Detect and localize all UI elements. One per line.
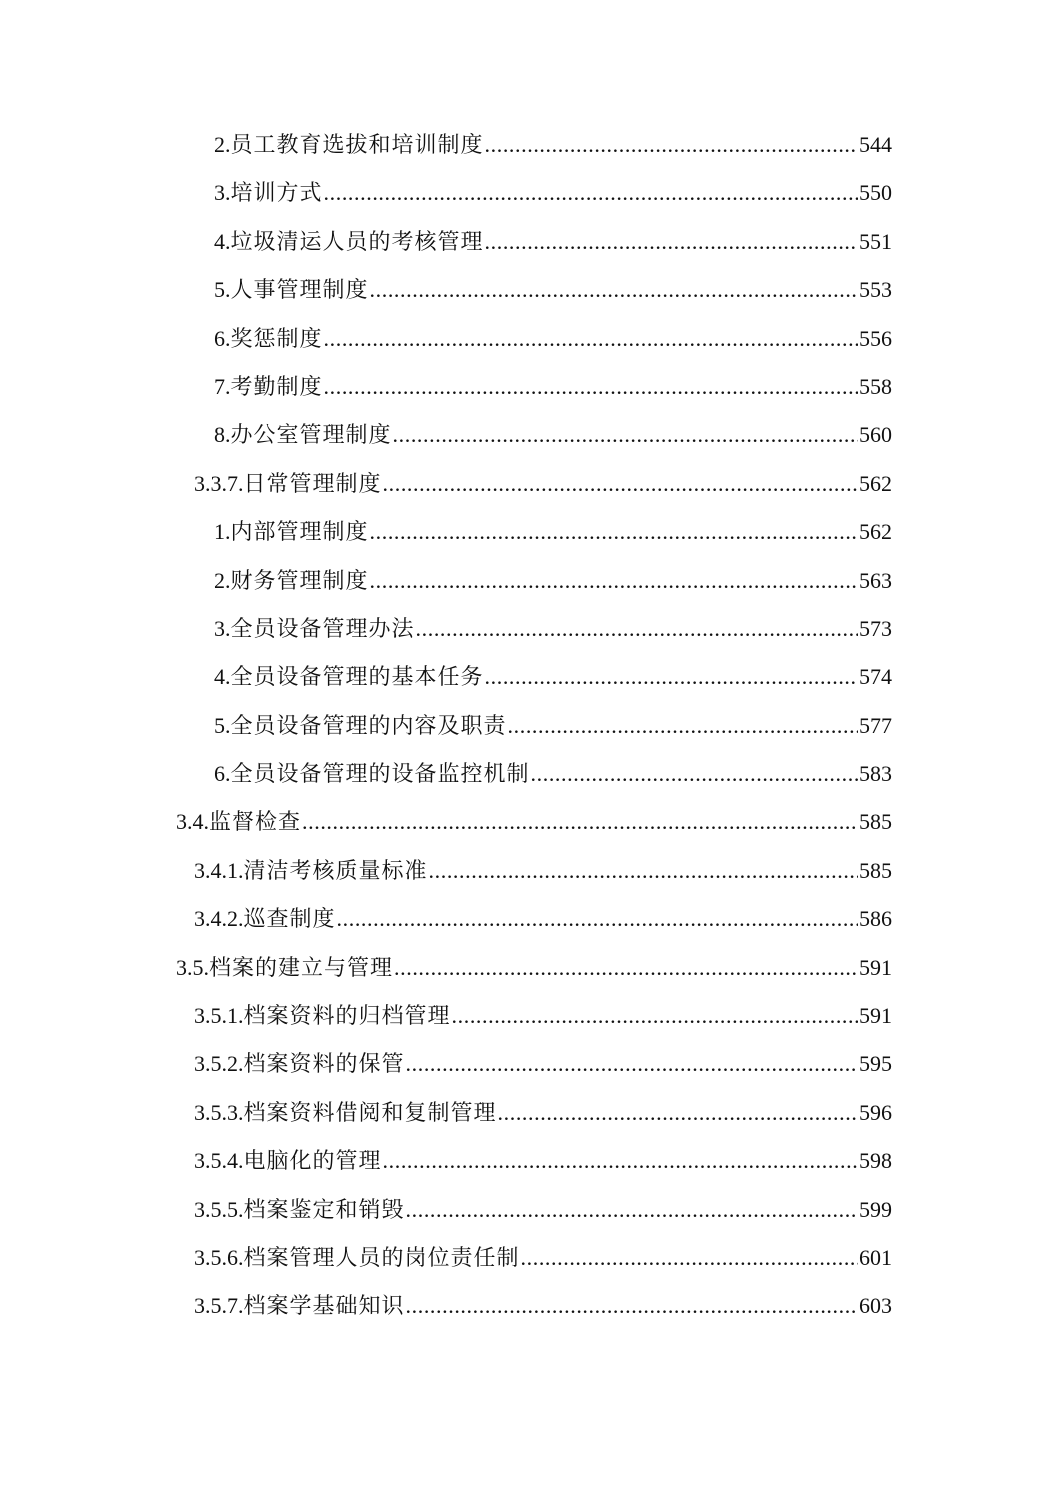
toc-entry-title: 考勤制度 — [230, 373, 323, 399]
toc-entry[interactable] — [0, 411, 1057, 459]
toc-entry-number: 8. — [214, 422, 231, 448]
toc-entry-page: 598 — [859, 1148, 892, 1174]
toc-entry-page: 577 — [859, 712, 892, 738]
dot-leader — [485, 653, 858, 701]
dot-leader — [406, 1282, 858, 1330]
toc-entry-page: 558 — [859, 373, 892, 399]
dot-leader — [429, 847, 858, 895]
toc-entry-title: 电脑化的管理 — [243, 1148, 382, 1174]
toc-entry-number: 3.5.1. — [194, 1003, 244, 1029]
toc-entry-page: 544 — [859, 132, 892, 157]
toc-entry-number: 1. — [214, 519, 231, 545]
toc-entry[interactable] — [0, 847, 1057, 895]
toc-entry[interactable] — [0, 944, 1057, 992]
toc-entry-title: 清洁考核质量标准 — [243, 857, 428, 883]
dot-leader — [383, 460, 858, 508]
toc-entry-number: 2. — [214, 567, 231, 593]
toc-entry[interactable] — [0, 218, 1057, 266]
toc-entry-page: 596 — [859, 1099, 892, 1125]
dot-leader — [498, 1089, 858, 1137]
toc-entry-title: 档案学基础知识 — [243, 1293, 405, 1319]
dot-leader — [416, 605, 858, 653]
toc-entry[interactable] — [0, 557, 1057, 605]
toc-entry-page: 603 — [859, 1293, 892, 1319]
table-of-contents — [0, 121, 1057, 1331]
toc-entry[interactable] — [0, 460, 1057, 508]
toc-entry[interactable] — [0, 1089, 1057, 1137]
toc-entry-title: 档案的建立与管理 — [209, 954, 394, 980]
dot-leader — [394, 944, 858, 992]
dot-leader — [302, 798, 858, 846]
toc-entry-number: 5. — [214, 277, 231, 303]
toc-entry-number: 2. — [214, 132, 231, 157]
dot-leader — [370, 508, 858, 556]
toc-entry-number: 3.5.2. — [194, 1051, 244, 1077]
dot-leader — [452, 992, 858, 1040]
toc-entry-title: 全员设备管理的设备监控机制 — [230, 761, 530, 787]
toc-entry-page: 585 — [859, 857, 892, 883]
toc-entry-number: 3. — [214, 180, 231, 206]
toc-entry-title: 办公室管理制度 — [230, 422, 392, 448]
toc-entry-number: 4. — [214, 664, 231, 690]
toc-entry[interactable] — [0, 1040, 1057, 1088]
toc-entry-title: 垃圾清运人员的考核管理 — [230, 228, 484, 254]
toc-entry-number: 3.5.4. — [194, 1148, 244, 1174]
toc-entry-number: 3.5.6. — [194, 1244, 244, 1270]
toc-entry-number: 3.5.5. — [194, 1196, 244, 1222]
toc-entry[interactable] — [0, 798, 1057, 846]
toc-entry[interactable] — [0, 1137, 1057, 1185]
toc-entry-number: 3.4.2. — [194, 906, 244, 932]
toc-entry-page: 591 — [859, 1003, 892, 1029]
toc-entry-title: 培训方式 — [230, 180, 323, 206]
toc-entry-page: 574 — [859, 664, 892, 690]
toc-entry-title: 巡查制度 — [243, 906, 336, 932]
dot-leader — [370, 266, 858, 314]
toc-entry-page: 562 — [859, 470, 892, 496]
toc-entry-title: 人事管理制度 — [230, 277, 369, 303]
toc-entry-title: 档案资料的归档管理 — [243, 1003, 451, 1029]
dot-leader — [324, 169, 858, 217]
toc-entry-title: 日常管理制度 — [243, 470, 382, 496]
dot-leader — [324, 363, 858, 411]
toc-entry[interactable] — [0, 702, 1057, 750]
toc-entry-title: 全员设备管理办法 — [230, 615, 415, 641]
toc-entry-page: 595 — [859, 1051, 892, 1077]
toc-entry-page: 563 — [859, 567, 892, 593]
toc-entry-number: 3.4.1. — [194, 857, 244, 883]
toc-entry-page: 585 — [859, 809, 892, 835]
dot-leader — [393, 411, 858, 459]
toc-entry-number: 5. — [214, 712, 231, 738]
dot-leader — [406, 1040, 858, 1088]
toc-entry-page: 599 — [859, 1196, 892, 1222]
toc-entry-number: 3.5.3. — [194, 1099, 244, 1125]
toc-entry[interactable] — [0, 169, 1057, 217]
dot-leader — [485, 218, 858, 266]
toc-entry-number: 3.4. — [176, 809, 209, 835]
toc-entry-page: 583 — [859, 761, 892, 787]
toc-entry-page: 560 — [859, 422, 892, 448]
toc-entry-number: 3. — [214, 615, 231, 641]
toc-entry-page: 601 — [859, 1244, 892, 1270]
toc-entry-page: 562 — [859, 519, 892, 545]
toc-entry-title: 监督检查 — [209, 809, 302, 835]
toc-entry[interactable] — [0, 266, 1057, 314]
toc-entry-title: 档案鉴定和销毁 — [243, 1196, 405, 1222]
toc-entry-title: 档案资料的保管 — [243, 1051, 405, 1077]
toc-entry-number: 4. — [214, 228, 231, 254]
dot-leader — [370, 557, 858, 605]
dot-leader — [337, 895, 858, 943]
toc-entry-page: 553 — [859, 277, 892, 303]
dot-leader — [406, 1186, 858, 1234]
dot-leader — [531, 750, 858, 798]
dot-leader — [521, 1234, 858, 1282]
toc-entry-title: 档案管理人员的岗位责任制 — [243, 1244, 520, 1270]
dot-leader — [508, 702, 858, 750]
toc-entry-title: 全员设备管理的基本任务 — [230, 664, 484, 690]
toc-entry-number: 6. — [214, 325, 231, 351]
toc-entry[interactable] — [0, 508, 1057, 556]
toc-entry-page: 550 — [859, 180, 892, 206]
toc-entry-number: 6. — [214, 761, 231, 787]
toc-entry-title: 全员设备管理的内容及职责 — [230, 712, 507, 738]
toc-entry-page: 573 — [859, 615, 892, 641]
toc-entry-title: 档案资料借阅和复制管理 — [243, 1099, 497, 1125]
toc-entry[interactable] — [0, 750, 1057, 798]
toc-entry[interactable] — [0, 121, 1057, 169]
toc-entry-title: 财务管理制度 — [230, 567, 369, 593]
toc-entry-title: 内部管理制度 — [230, 519, 369, 545]
toc-entry[interactable] — [0, 1234, 1057, 1282]
toc-entry-number: 3.5.7. — [194, 1293, 244, 1319]
toc-entry[interactable] — [0, 992, 1057, 1040]
toc-entry[interactable] — [0, 1186, 1057, 1234]
toc-entry-page: 586 — [859, 906, 892, 932]
dot-leader — [324, 315, 858, 363]
toc-entry[interactable] — [0, 605, 1057, 653]
dot-leader — [383, 1137, 858, 1185]
toc-entry-number: 7. — [214, 373, 231, 399]
toc-entry-page: 591 — [859, 954, 892, 980]
toc-entry[interactable] — [0, 1282, 1057, 1330]
toc-entry-number: 3.3.7. — [194, 470, 244, 496]
toc-entry-number: 3.5. — [176, 954, 209, 980]
toc-entry[interactable] — [0, 895, 1057, 943]
toc-entry-title: 员工教育选拔和培训制度 — [230, 132, 484, 157]
toc-entry-page: 551 — [859, 228, 892, 254]
toc-entry-title: 奖惩制度 — [230, 325, 323, 351]
toc-entry[interactable] — [0, 363, 1057, 411]
toc-entry-page: 556 — [859, 325, 892, 351]
toc-entry[interactable] — [0, 315, 1057, 363]
toc-entry[interactable] — [0, 653, 1057, 701]
dot-leader — [485, 121, 858, 169]
